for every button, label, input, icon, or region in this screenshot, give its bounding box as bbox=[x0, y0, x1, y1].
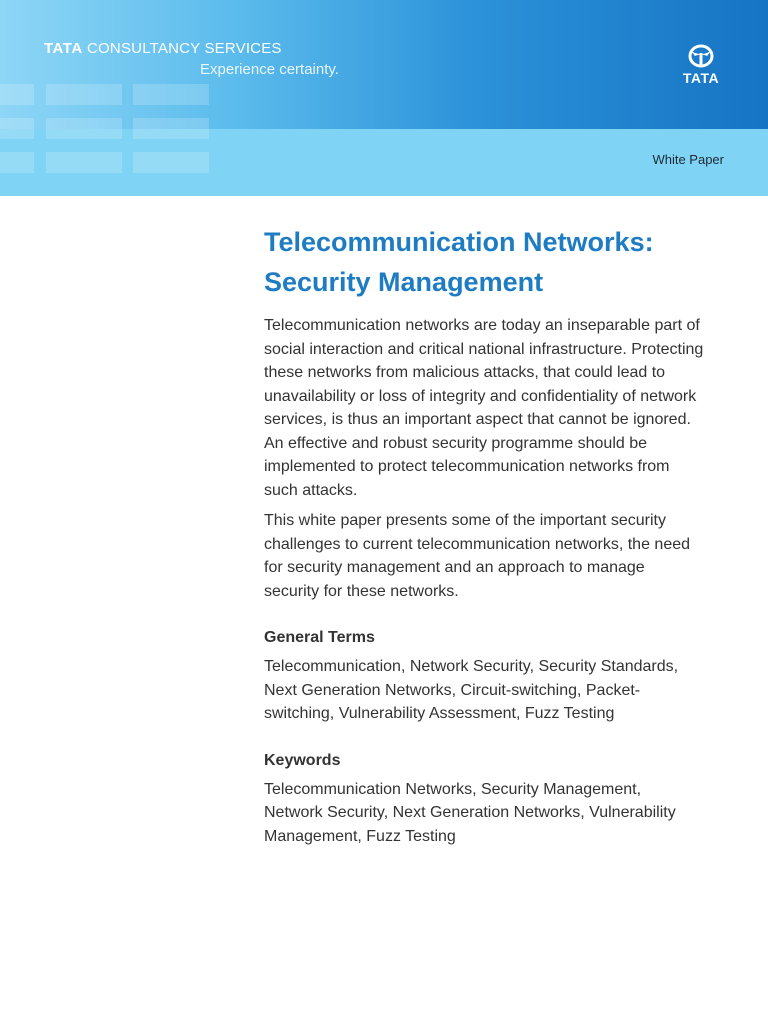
header-banner bbox=[0, 0, 768, 196]
title-line-2: Security Management bbox=[264, 267, 544, 297]
title-line-1: Telecommunication Networks: bbox=[264, 227, 654, 257]
keywords-heading: Keywords bbox=[264, 751, 341, 769]
decor-tile bbox=[133, 84, 209, 105]
page-title bbox=[264, 222, 704, 302]
general-terms-heading: General Terms bbox=[264, 629, 375, 646]
company-name-rest: CONSULTANCY SERVICES bbox=[82, 40, 282, 57]
keywords-text: Telecommunication Networks, Security Management, Network Security, Next Generation Networks, Vulnerability Management, Fuzz Testing bbox=[264, 780, 676, 845]
general-terms-text: Telecommunication, Network Security, Security Standards, Next Generation Networks, Circuit-switching, Packet-switching, Vulnerability Assessment, Fuzz Testing bbox=[264, 658, 679, 722]
decor-tile bbox=[46, 152, 122, 173]
header-gradient bbox=[0, 0, 768, 129]
decor-tile bbox=[46, 84, 122, 105]
decor-tile bbox=[133, 118, 209, 139]
abstract-paragraph-1: Telecommunication networks are today an inseparable part of social interaction and critical national infrastructure. Protecting these networks from malicious attacks, that could lead to unavailability or loss of integrity and confidentiality of network services, is thus an important aspect that cannot be ignored. An effective and robust security programme should be implemented to protect telecommunication networks from such attacks. bbox=[264, 317, 704, 499]
decor-tile bbox=[0, 118, 34, 139]
abstract-paragraph-2: This white paper presents some of the important security challenges to current telecommunication networks, the need for security management and an approach to manage security for these networks. bbox=[264, 512, 691, 600]
decor-tile bbox=[46, 118, 122, 139]
tata-logo bbox=[677, 44, 725, 86]
article-body bbox=[264, 222, 704, 855]
decor-tile bbox=[0, 152, 34, 173]
company-tagline: Experience certainty. bbox=[200, 61, 339, 78]
decor-tile bbox=[0, 84, 34, 105]
company-name bbox=[44, 40, 282, 57]
tata-emblem-icon bbox=[677, 44, 725, 70]
document-type-label: White Paper bbox=[652, 152, 724, 167]
company-prefix: TATA bbox=[44, 40, 83, 57]
decor-tile bbox=[133, 152, 209, 173]
logo-wordmark: TATA bbox=[682, 70, 720, 86]
